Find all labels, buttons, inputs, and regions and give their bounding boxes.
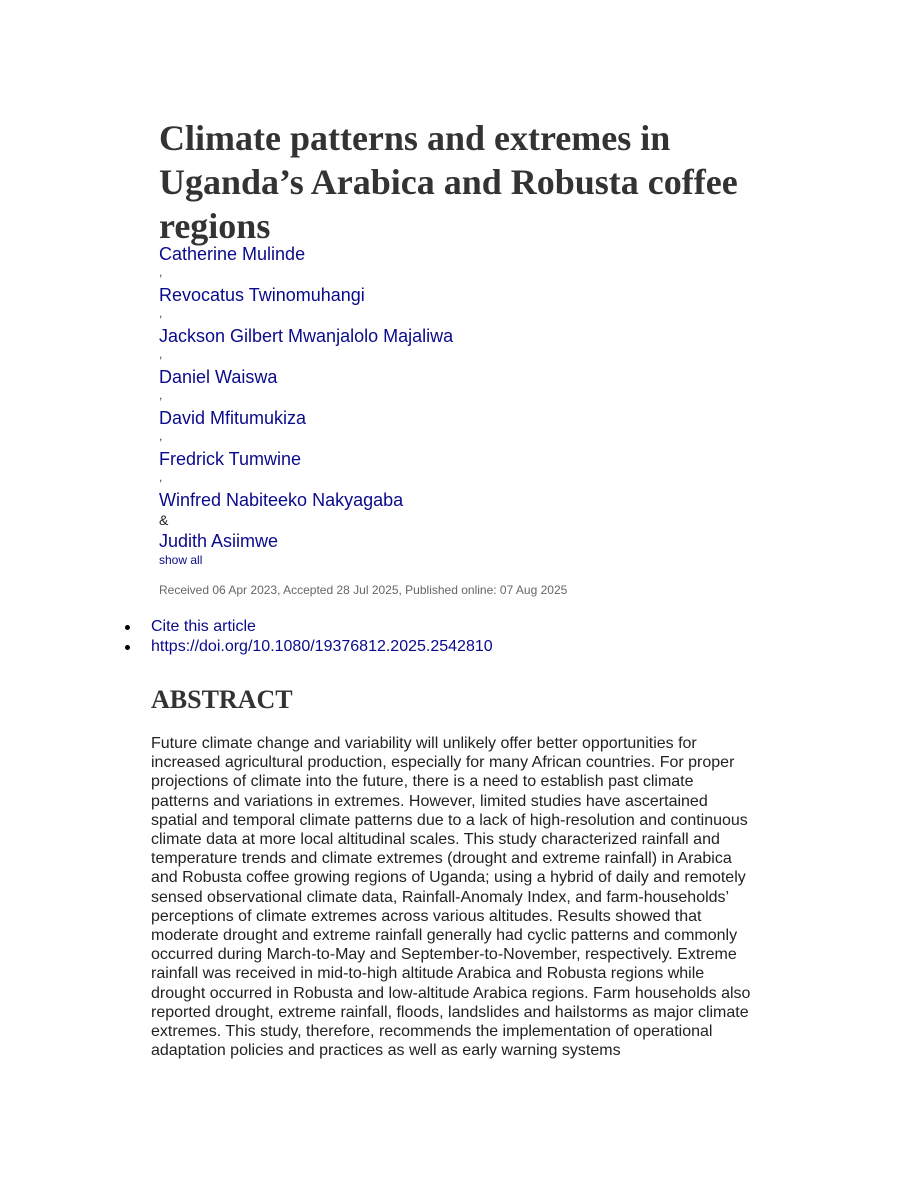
author-entry — [159, 366, 759, 407]
author-separator: , — [159, 429, 163, 443]
article-links-list — [125, 617, 493, 657]
bullet-icon — [125, 645, 130, 650]
author-entry — [159, 243, 759, 284]
article-title: Climate patterns and extremes in Uganda’s Arabica and Robusta coffee regions — [159, 118, 738, 246]
author-link[interactable]: Catherine Mulinde — [159, 244, 306, 264]
author-entry — [159, 407, 759, 448]
abstract-heading: ABSTRACT — [151, 685, 293, 714]
bullet-icon — [125, 625, 130, 630]
cite-article-link[interactable]: Cite this article — [151, 618, 256, 635]
author-link[interactable]: Revocatus Twinomuhangi — [159, 285, 365, 305]
doi-link[interactable]: https://doi.org/10.1080/19376812.2025.2542810 — [151, 638, 493, 655]
author-entry — [159, 448, 759, 489]
author-separator: , — [159, 306, 163, 320]
author-link[interactable]: Jackson Gilbert Mwanjalolo Majaliwa — [159, 326, 454, 346]
author-separator: , — [159, 388, 163, 402]
author-link[interactable]: Fredrick Tumwine — [159, 449, 302, 469]
author-list — [159, 243, 759, 571]
author-separator: , — [159, 470, 163, 484]
show-all-authors-link[interactable]: show all — [159, 553, 203, 567]
author-entry — [159, 489, 759, 530]
list-item — [125, 637, 493, 657]
author-entry — [159, 284, 759, 325]
author-link[interactable]: Judith Asiimwe — [159, 531, 279, 551]
author-link[interactable]: David Mfitumukiza — [159, 408, 307, 428]
author-entry — [159, 325, 759, 366]
publication-dates: Received 06 Apr 2023, Accepted 28 Jul 2025, Published online: 07 Aug 2025 — [159, 583, 568, 597]
list-item — [125, 617, 493, 637]
abstract-text: Future climate change and variability will unlikely offer better opportunities for increased agricultural production, especially for many African countries. For proper projections of climate into the future, there is a need to establish past climate patterns and variations in extremes. However, limited studies have ascertained spatial and temporal climate patterns due to a lack of high-resolution and continuous climate data at more local altitudinal scales. This study characterized rainfall and temperature trends and climate extremes (drought and extreme rainfall) in Arabica and Robusta coffee growing regions of Uganda; using a hybrid of daily and remotely sensed observational climate data, Rainfall-Anomaly Index, and farm-households’ perceptions of climate extremes across various altitudes. Results showed that moderate drought and extreme rainfall generally had cyclic patterns and commonly occurred during March-to-May and September-to-November, respectively. Extreme rainfall was received in mid-to-high altitude Arabica and Robusta regions while drought occurred in Robusta and low-altitude Arabica regions. Farm households also reported drought, extreme rainfall, floods, landslides and hailstorms as major climate extremes. This study, therefore, recommends the implementation of operational adaptation policies and practices as well as early warning systems — [151, 735, 751, 1060]
author-separator: , — [159, 265, 163, 279]
author-entry — [159, 530, 759, 571]
author-link[interactable]: Winfred Nabiteeko Nakyagaba — [159, 490, 404, 510]
author-ampersand: & — [159, 512, 169, 528]
author-link[interactable]: Daniel Waiswa — [159, 367, 278, 387]
author-separator: , — [159, 347, 163, 361]
